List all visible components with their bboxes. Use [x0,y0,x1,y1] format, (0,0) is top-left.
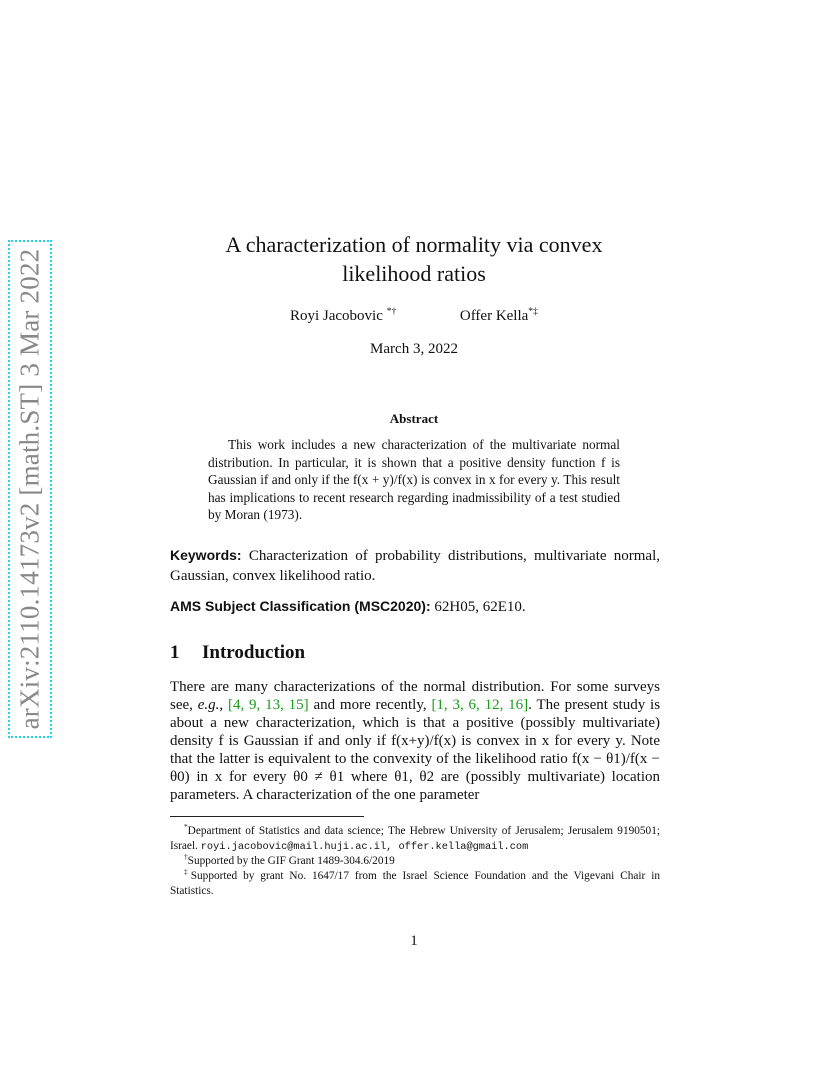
ams-label: AMS Subject Classification (MSC2020): [170,598,431,614]
intro-text-2: and more recently, [313,697,427,713]
keywords-text: Characterization of probability distributions, multivariate normal, Gaussian, convex likelihood ratio. [170,548,661,584]
page-number: 1 [410,933,418,949]
abstract-body: This work includes a new characterization of the multivariate normal distribution. In particular, it is shown that a positive density function f is Gaussian if and only if the f(x + y)/f(x) is convex in x for every y. This result has implications to recent research regarding inadmissibility of a test studied by Moran (1973). [208,437,620,522]
author-1-name: Royi Jacobovic [289,308,383,324]
ams-classification [170,598,660,616]
section-number: 1 [170,642,180,663]
paper-title [0,230,828,288]
footnote-3 [170,864,660,899]
paper-title-text: A characterization of normality via convex likelihood ratios [225,232,603,286]
footnote-1-text: Department of Statistics and data science; The Hebrew University of Jerusalem; Jerusalem 9190501; Israel. [170,824,660,852]
footnote-3-mark: ‡ [184,867,191,876]
arxiv-identifier: arXiv:2110.14173v2 [math.ST] 3 Mar 2022 [14,248,45,730]
section-title: Introduction [202,642,306,663]
intro-paragraph [170,678,660,804]
abstract-heading: Abstract [389,411,439,426]
ams-codes: 62H05, 62E10. [434,599,526,615]
paper-date: March 3, 2022 [370,341,458,357]
footnote-1-mark: * [184,822,188,831]
intro-eg: e.g., [197,697,224,713]
footnote-2-text: Supported by the GIF Grant 1489-304.6/2019 [187,854,395,867]
footnote-1-emails[interactable]: royi.jacobovic@mail.huji.ac.il, offer.kella@gmail.com [200,840,529,853]
footnote-rule [170,816,364,817]
author-2-name: Offer Kella [459,308,529,324]
intro-text-1: There are many characterizations of the normal distribution. For some surveys see, [170,679,660,713]
author-1-marks: *† [386,306,397,317]
intro-text-3: . The present study is about a new characterization, which is that a positive (possibly multivariate) density f is Gaussian if and only if f(x+y)/f(x) is convex in x for every y. Note that the latter is equivalent to the convexity of the likelihood ratio f(x − θ1)/f(x − θ0) in x for every θ0 ≠ θ1 where θ1, θ2 are (possibly multivariate) location parameters. A characterization of the one parameter [170,697,661,803]
section-heading [170,642,305,664]
footnote-3-text: Supported by grant No. 1647/17 from the Israel Science Foundation and the Vigevani Chair in Statistics. [170,869,660,897]
footnote-2-mark: † [184,852,188,861]
citation-link-group-1[interactable]: [4, 9, 13, 15] [227,697,309,713]
author-2 [460,306,538,325]
author-list [0,306,828,325]
author-1 [290,306,396,325]
citation-link-group-2[interactable]: [1, 3, 6, 12, 16] [431,697,529,713]
keywords [170,546,660,586]
keywords-label: Keywords: [170,547,242,563]
author-2-marks: *‡ [528,306,539,317]
